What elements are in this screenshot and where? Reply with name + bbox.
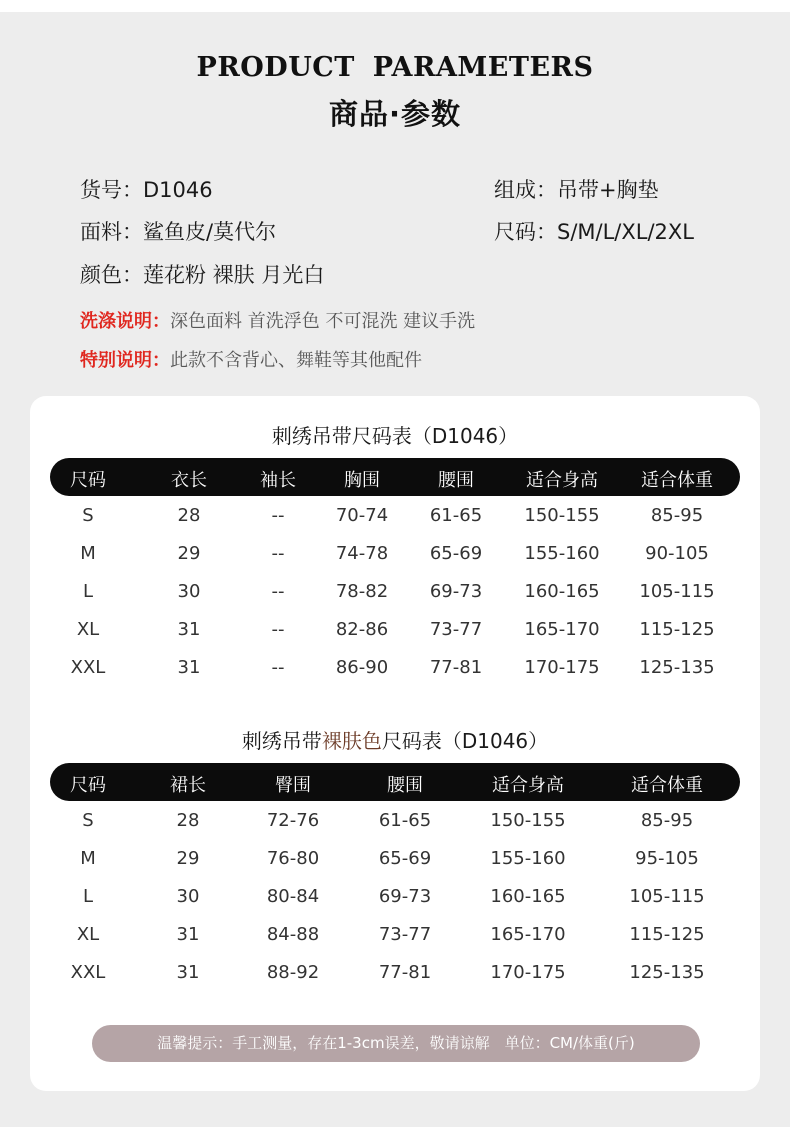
- table-cell: 150-155: [524, 505, 600, 526]
- table-cell: 170-175: [490, 962, 566, 983]
- table-row: [0, 497, 790, 535]
- table-cell: 31: [177, 657, 201, 678]
- table-cell: 61-65: [378, 810, 432, 831]
- table-row: [0, 878, 790, 916]
- table-cell: 160-165: [490, 886, 566, 907]
- table-cell: 86-90: [335, 657, 389, 678]
- table-cell: 65-69: [378, 848, 432, 869]
- table-cell: 73-77: [429, 619, 483, 640]
- table-cell: 90-105: [645, 543, 709, 564]
- table-row: [0, 916, 790, 954]
- table-cell: --: [271, 505, 285, 526]
- header-cell: 适合身高: [526, 470, 598, 491]
- table-cell: 165-170: [524, 619, 600, 640]
- param-composition: 组成：吊带+胸垫: [494, 178, 659, 202]
- table-row: [0, 611, 790, 649]
- table-cell: 160-165: [524, 581, 600, 602]
- table-cell: 31: [177, 619, 201, 640]
- table-cell: 150-155: [490, 810, 566, 831]
- table-row: [0, 649, 790, 687]
- page-title-cn: 商品·参数: [328, 97, 462, 131]
- header-cell: 适合体重: [631, 775, 703, 796]
- table-cell: 77-81: [378, 962, 432, 983]
- table-cell: S: [82, 810, 94, 831]
- table-row: [0, 840, 790, 878]
- param-fabric: 面料：鲨鱼皮/莫代尔: [80, 220, 277, 244]
- param-item-no: 货号：D1046: [80, 178, 213, 202]
- table-cell: 30: [176, 886, 200, 907]
- table-cell: 82-86: [335, 619, 389, 640]
- table-cell: 165-170: [490, 924, 566, 945]
- wash-note-text: 深色面料 首洗浮色 不可混洗 建议手洗: [170, 311, 476, 332]
- table-cell: 170-175: [524, 657, 600, 678]
- table-cell: 70-74: [335, 505, 389, 526]
- table2-title-highlight: 裸肤色: [321, 729, 382, 753]
- table-cell: 95-105: [635, 848, 699, 869]
- table-cell: 29: [177, 543, 201, 564]
- table-cell: 78-82: [335, 581, 389, 602]
- table-cell: 65-69: [429, 543, 483, 564]
- header-cell: 腰围: [387, 775, 423, 796]
- table-cell: 84-88: [266, 924, 320, 945]
- header-cell: 适合体重: [641, 470, 713, 491]
- special-note-label: 特别说明：: [80, 350, 170, 371]
- wash-note-label: 洗涤说明：: [80, 311, 170, 332]
- table-cell: 73-77: [378, 924, 432, 945]
- table-cell: 31: [176, 924, 200, 945]
- table-cell: 105-115: [639, 581, 715, 602]
- table-cell: M: [80, 848, 96, 869]
- table-cell: L: [82, 581, 94, 602]
- table-cell: 125-135: [639, 657, 715, 678]
- table2-title-suffix: 尺码表（D1046）: [381, 729, 549, 753]
- wash-note: [80, 307, 475, 333]
- table-cell: 69-73: [429, 581, 483, 602]
- header-cell: 尺码: [70, 775, 106, 796]
- header-cell: 裙长: [170, 775, 206, 796]
- table1-title: 刺绣吊带尺码表（D1046）: [271, 424, 519, 448]
- table-cell: XXL: [70, 657, 106, 678]
- table-cell: XXL: [70, 962, 106, 983]
- table-cell: XL: [76, 619, 100, 640]
- table2-header: [50, 763, 740, 801]
- header-cell: 尺码: [70, 470, 106, 491]
- special-note: [80, 346, 422, 372]
- header-cell: 袖长: [260, 470, 296, 491]
- measurement-tip: 温馨提示：手工测量，存在1-3cm误差，敬请谅解 单位：CM/体重(斤): [92, 1025, 700, 1062]
- table-cell: 74-78: [335, 543, 389, 564]
- table2-title-prefix: 刺绣吊带: [241, 729, 322, 753]
- table-cell: 72-76: [266, 810, 320, 831]
- table-cell: 155-160: [524, 543, 600, 564]
- table-cell: 85-95: [640, 810, 694, 831]
- top-strip: [0, 0, 790, 12]
- table-cell: 85-95: [650, 505, 704, 526]
- header-cell: 适合身高: [492, 775, 564, 796]
- table-cell: 155-160: [490, 848, 566, 869]
- table-cell: --: [271, 581, 285, 602]
- table-cell: 125-135: [629, 962, 705, 983]
- table1-header: [50, 458, 740, 496]
- table-cell: 115-125: [639, 619, 715, 640]
- table-cell: 77-81: [429, 657, 483, 678]
- table-cell: 88-92: [266, 962, 320, 983]
- page-title-en: PRODUCT PARAMETERS: [196, 52, 594, 83]
- header-cell: 臀围: [275, 775, 311, 796]
- table2-title: [0, 725, 790, 754]
- table-row: [0, 954, 790, 992]
- table-cell: 61-65: [429, 505, 483, 526]
- table-cell: 105-115: [629, 886, 705, 907]
- param-size: 尺码：S/M/L/XL/2XL: [494, 220, 694, 244]
- table-cell: 69-73: [378, 886, 432, 907]
- header-cell: 胸围: [344, 470, 380, 491]
- special-note-text: 此款不含背心、舞鞋等其他配件: [170, 350, 422, 371]
- table-cell: 28: [177, 505, 201, 526]
- table-cell: 29: [176, 848, 200, 869]
- table-cell: 80-84: [266, 886, 320, 907]
- param-color: 颜色：莲花粉 裸肤 月光白: [80, 263, 325, 287]
- table-cell: L: [82, 886, 94, 907]
- table-cell: 76-80: [266, 848, 320, 869]
- table-cell: 28: [176, 810, 200, 831]
- table-cell: 115-125: [629, 924, 705, 945]
- header-cell: 腰围: [438, 470, 474, 491]
- table-cell: --: [271, 543, 285, 564]
- table-cell: 30: [177, 581, 201, 602]
- table-cell: M: [80, 543, 96, 564]
- table-cell: --: [271, 619, 285, 640]
- table-cell: 31: [176, 962, 200, 983]
- table-cell: --: [271, 657, 285, 678]
- table-cell: S: [82, 505, 94, 526]
- header-cell: 衣长: [171, 470, 207, 491]
- table-row: [0, 802, 790, 840]
- table-row: [0, 535, 790, 573]
- table-cell: XL: [76, 924, 100, 945]
- table-row: [0, 573, 790, 611]
